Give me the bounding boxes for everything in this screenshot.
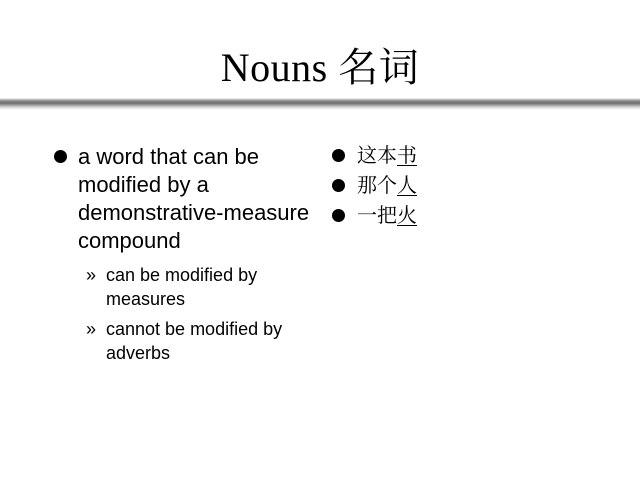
example-modifier: 那个	[357, 173, 397, 197]
example-item	[330, 170, 590, 200]
slide-title: Nouns 名词	[220, 45, 420, 90]
example-modifier: 这本	[357, 143, 397, 167]
examples-column	[330, 140, 590, 230]
sub-point	[78, 317, 314, 365]
definition-column	[52, 143, 314, 371]
definition-text: a word that can be modified by a demonstrative-measure compound	[78, 144, 310, 253]
sub-point-list	[52, 263, 314, 365]
title-divider	[0, 98, 640, 110]
example-item	[330, 140, 590, 170]
sub-point	[78, 263, 314, 311]
example-modifier: 一把	[357, 203, 397, 227]
double-chevron-icon: »	[86, 319, 97, 339]
bullet-dot-icon	[332, 149, 345, 162]
sub-point-text: cannot be modified by adverbs	[106, 319, 283, 363]
example-item	[330, 200, 590, 230]
example-noun: 火	[397, 203, 417, 227]
definition-bullet	[52, 143, 314, 255]
bullet-dot-icon	[332, 179, 345, 192]
example-noun: 人	[397, 173, 417, 197]
bullet-dot-icon	[332, 209, 345, 222]
sub-point-text: can be modified by measures	[106, 265, 258, 309]
example-noun: 书	[397, 143, 417, 167]
bullet-dot-icon	[54, 150, 67, 163]
double-chevron-icon: »	[86, 265, 97, 285]
